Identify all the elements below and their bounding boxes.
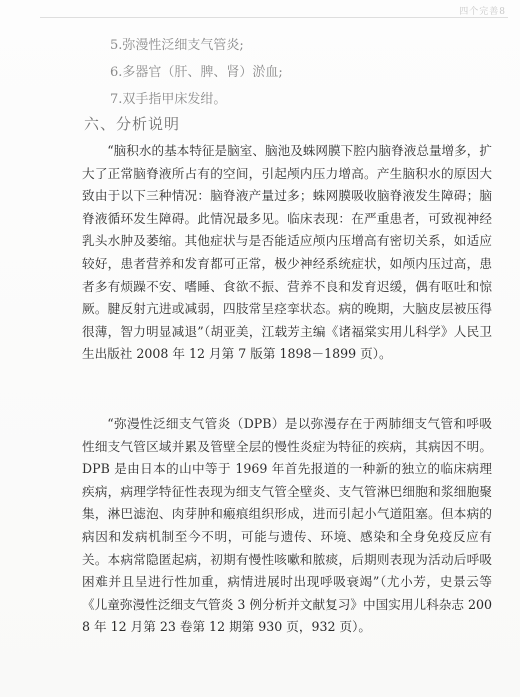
- paragraph-citation: （胡亚美，江载芳主编《诸福棠实用儿科学》人民卫生出版社 2008 年 12 月第 7 版第 1898－1899 页）。: [82, 323, 492, 362]
- finding-list: [110, 32, 490, 113]
- paragraph-citation: （尤小芳，史景云等《儿童弥漫性泛细支气管炎 3 例分析并文献复习》中国实用儿科杂志 2008 年 12 月第 23 卷第 12 期第 930 页，932 页）。: [82, 574, 492, 635]
- header-tag-number: 8: [499, 7, 506, 17]
- paragraph-dpb: [82, 413, 492, 639]
- list-item: 5.弥漫性泛细支气管炎;: [110, 38, 244, 53]
- paragraph-hydrocephalus: [82, 140, 492, 366]
- section-heading: 六、分析说明: [84, 115, 181, 133]
- paragraph-quote: “脑积水的基本特征是脑室、脑池及蛛网膜下腔内脑脊液总量增多，扩大了正常脑脊液所占有的空间，引起颅内压力增高。产生脑积水的原因大致由于以下三种情况：脑脊液产量过多；蛛网膜吸收脑脊液发生障碍；脑脊液循环发生障碍。此情况最多见。临床表现：在严重患者，可致视神经乳头水肿及萎缩。其他症状与是否能适应颅内压增高有密切关系，如适应较好，患者营养和发育都可正常，极少神经系统症状，如颅内压过高，患者多有烦躁不安、嗜睡、食欲不振、营养不良和发育迟缓，偶有呕吐和惊厥。腱反射亢进或减弱，四肢常呈痉挛状态。病的晚期，大脑皮层被压得很薄，智力明显减退”: [82, 143, 492, 339]
- header-tag-text: 四个完善: [459, 7, 500, 17]
- list-item: 6.多器官（肝、脾、肾）淤血;: [110, 65, 283, 80]
- paragraph-quote: “弥漫性泛细支气管炎（DPB）是以弥漫存在于两肺细支气管和呼吸性细支气管区域并累及管壁全层的慢性炎症为特征的疾病，其病因不明。DPB 是由日本的山中等于 1969 年首先报道的一种新的独立的临床病理疾病，病理学特征性表现为细支气管全壁炎、支气管淋巴细胞和浆细胞聚集，淋巴滤泡、肉芽肿和瘢痕组织形成，进而引起小气道阻塞。但本病的病因和发病机制至今不明，可能与遗传、环境、感染和全身免疫反应有关。本病常隐匿起病，初期有慢性咳嗽和脓痰，后期则表现为活动后呼吸困难并且呈进行性加重，病情进展时出现呼吸衰竭”: [82, 416, 492, 590]
- header-tag: [459, 4, 506, 17]
- list-item: 7.双手指甲床发绀。: [110, 92, 227, 107]
- header-rule: [40, 17, 508, 18]
